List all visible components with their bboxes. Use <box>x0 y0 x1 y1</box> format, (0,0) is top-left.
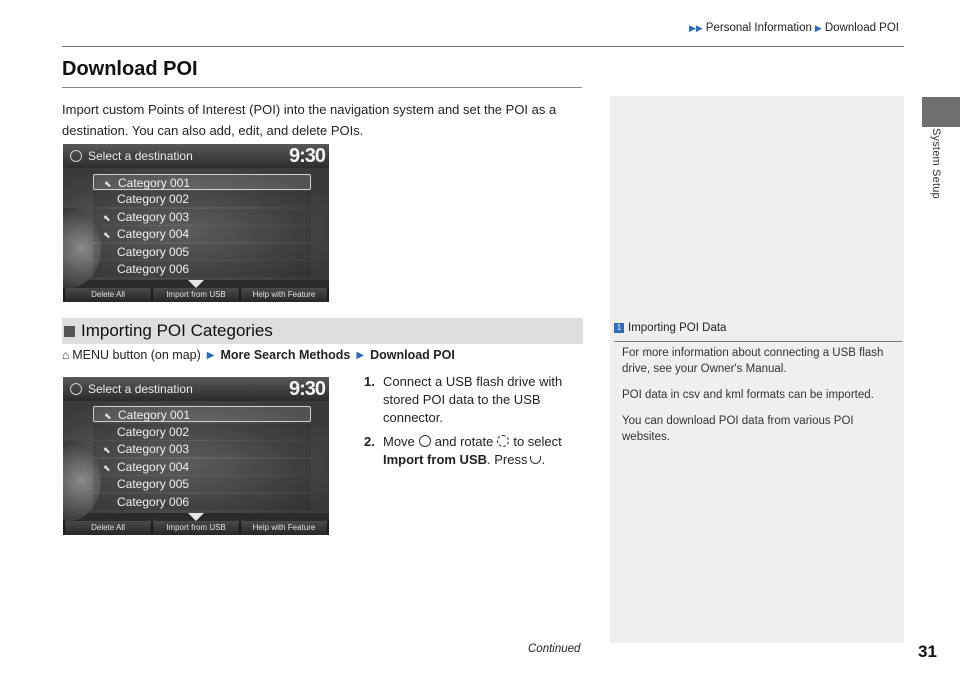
section-square-icon <box>64 326 75 337</box>
category-item[interactable]: Category 002 <box>93 191 311 207</box>
category-item[interactable]: Category 005 <box>93 476 311 492</box>
chapter-label-text: System Setup <box>930 128 942 199</box>
note-heading <box>614 322 902 334</box>
triangle-arrow-icon: ▶▶ <box>688 22 703 33</box>
note-paragraph: You can download POI data from various POI websites. <box>622 415 854 443</box>
screen-title-bar <box>63 144 329 168</box>
path-arrow-icon: ▶ <box>356 349 365 361</box>
breadcrumb <box>689 22 902 34</box>
category-item[interactable]: ⬉ Category 001 <box>93 406 311 422</box>
home-button-icon: ⌂ <box>62 348 70 362</box>
note-paragraph: For more information about connecting a USB flash drive, see your Owner's Manual. <box>622 347 884 375</box>
nav-screenshot-1 <box>63 144 329 302</box>
nav-screenshot-2 <box>63 377 329 535</box>
scroll-down-icon[interactable] <box>188 280 204 288</box>
section-title: Importing POI Categories <box>81 321 273 340</box>
category-item[interactable]: Category 002 <box>93 424 311 440</box>
poi-pin-icon: ⬉ <box>104 411 112 421</box>
category-item[interactable]: ⬉ Category 001 <box>93 174 311 190</box>
import-from-usb-button[interactable]: Import from USB <box>153 521 239 535</box>
category-item[interactable]: Category 006 <box>93 261 311 277</box>
step-number: 1. <box>364 374 375 389</box>
help-with-feature-button[interactable]: Help with Feature <box>241 288 327 302</box>
rotate-knob-icon <box>497 435 509 447</box>
screen-button-bar <box>63 288 329 302</box>
section-heading-bar <box>62 318 583 344</box>
page-number: 31 <box>918 642 937 661</box>
screen-button-bar <box>63 521 329 535</box>
triangle-arrow-icon: ▶ <box>814 22 822 33</box>
path-arrow-icon: ▶ <box>206 349 215 361</box>
delete-all-button[interactable]: Delete All <box>65 521 151 535</box>
step-text: Move and rotate to select Import from USB. Press . <box>383 434 562 467</box>
breadcrumb-personal-information[interactable]: Personal Information <box>705 22 812 34</box>
category-item[interactable]: ⬉ Category 004 <box>93 459 311 475</box>
import-from-usb-label: Import from USB <box>383 452 487 467</box>
chapter-label <box>930 128 954 208</box>
menu-path-step: Download POI <box>370 348 455 362</box>
help-with-feature-button[interactable]: Help with Feature <box>241 521 327 535</box>
step-number: 2. <box>364 434 375 449</box>
screen-list-area <box>63 168 329 280</box>
title-divider <box>62 87 582 88</box>
step-text: Connect a USB flash drive with stored POI data to the USB connector. <box>383 374 563 425</box>
press-knob-icon <box>530 456 541 464</box>
screen-title: Select a destination <box>88 149 193 163</box>
poi-pin-icon: ⬉ <box>103 463 111 473</box>
menu-path <box>62 348 455 362</box>
category-item[interactable]: Category 005 <box>93 244 311 260</box>
settings-icon <box>70 150 82 162</box>
category-item[interactable]: Category 006 <box>93 494 311 510</box>
intro-paragraph: Import custom Points of Interest (POI) into the navigation system and set the POI as a destination. You can also add, edit, and delete POIs. <box>62 102 557 138</box>
poi-pin-icon: ⬉ <box>104 179 112 189</box>
step-1 <box>364 373 594 427</box>
note-divider <box>614 341 902 342</box>
import-from-usb-button[interactable]: Import from USB <box>153 288 239 302</box>
chapter-tab-marker <box>922 97 960 127</box>
breadcrumb-download-poi[interactable]: Download POI <box>824 22 899 34</box>
menu-path-step: More Search Methods <box>220 348 351 362</box>
category-item[interactable]: ⬉ Category 003 <box>93 209 311 225</box>
poi-pin-icon: ⬉ <box>103 213 111 223</box>
step-2 <box>364 433 594 469</box>
category-item[interactable]: ⬉ Category 004 <box>93 226 311 242</box>
menu-path-start: MENU button (on map) <box>72 348 201 362</box>
screen-title-bar <box>63 377 329 401</box>
scroll-down-icon[interactable] <box>188 513 204 521</box>
category-item[interactable]: ⬉ Category 003 <box>93 441 311 457</box>
continued-label: Continued <box>528 643 581 655</box>
poi-pin-icon: ⬉ <box>103 445 111 455</box>
note-paragraph: POI data in csv and kml formats can be imported. <box>622 389 874 401</box>
screen-title: Select a destination <box>88 382 193 396</box>
page-title: Download POI <box>62 58 198 80</box>
note-number-icon: 1 <box>614 323 624 333</box>
delete-all-button[interactable]: Delete All <box>65 288 151 302</box>
note-title: Importing POI Data <box>628 322 727 334</box>
header-divider <box>62 46 904 47</box>
settings-icon <box>70 383 82 395</box>
move-joystick-icon <box>419 435 431 447</box>
screen-clock: 9:30 <box>288 378 325 400</box>
poi-pin-icon: ⬉ <box>103 230 111 240</box>
screen-list-area <box>63 401 329 513</box>
screen-clock: 9:30 <box>288 145 325 167</box>
